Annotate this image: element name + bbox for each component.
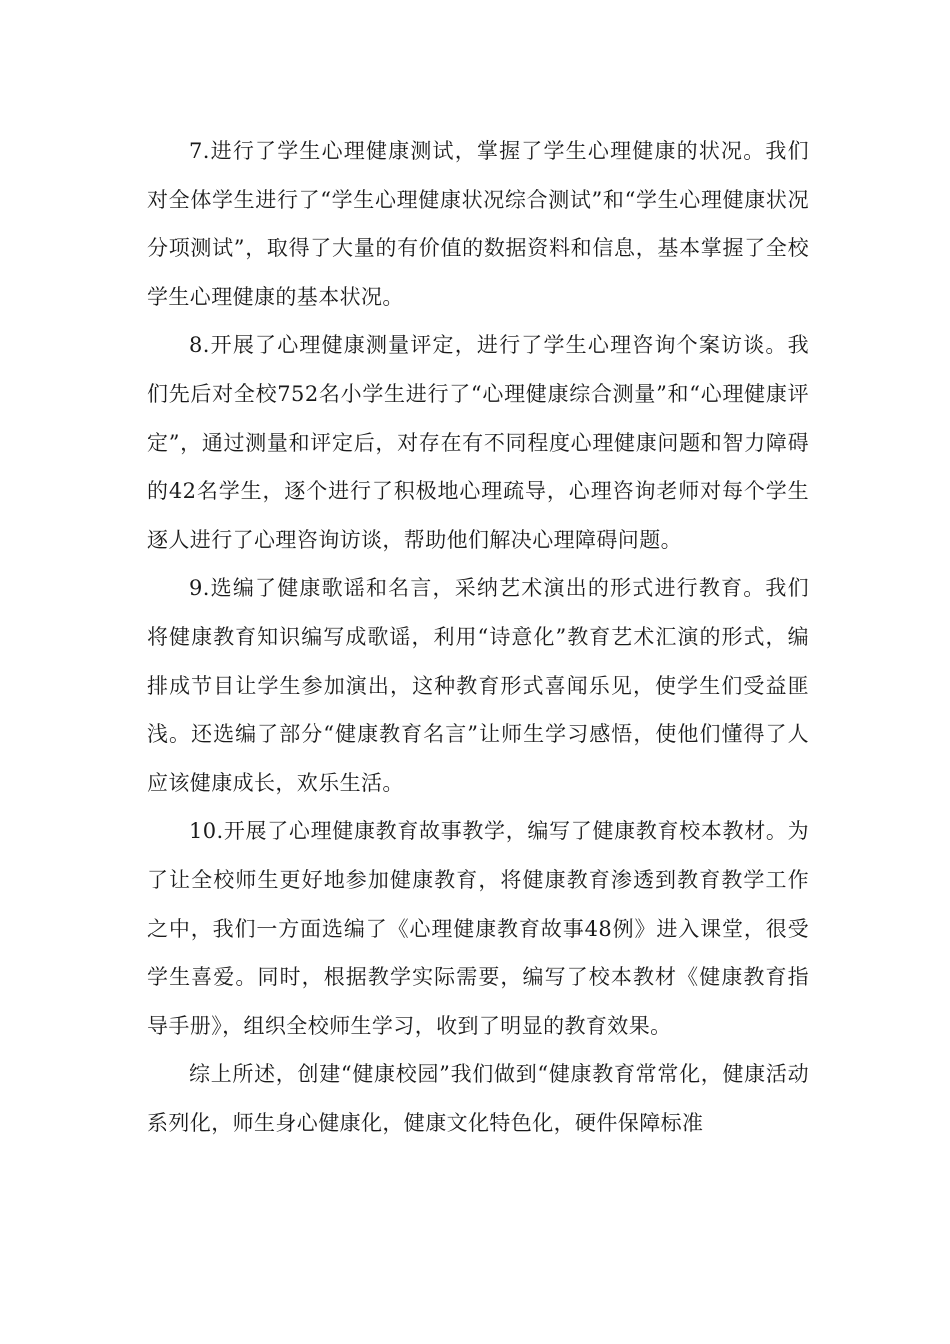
document-body — [147, 127, 809, 1147]
paragraph-8-psych-assessment: 8.开展了心理健康测量评定，进行了学生心理咨询个案访谈。我们先后对全校752名小学生进行了“心理健康综合测量”和“心理健康评定”，通过测量和评定后，对存在有不同程度心理健康问题和智力障碍的42名学生，逐个进行了积极地心理疏导，心理咨询老师对每个学生逐人进行了心理咨询访谈，帮助他们解决心理障碍问题。 — [147, 333, 809, 552]
paragraph-10-story-teaching: 10.开展了心理健康教育故事教学，编写了健康教育校本教材。为了让全校师生更好地参加健康教育，将健康教育渗透到教育教学工作之中，我们一方面选编了《心理健康教育故事48例》进入课堂，很受学生喜爱。同时，根据教学实际需要，编写了校本教材《健康教育指导手册》，组织全校师生学习，收到了明显的教育效果。 — [147, 819, 809, 1038]
paragraph-summary: 综上所述，创建“健康校园”我们做到“健康教育常常化，健康活动系列化，师生身心健康化，健康文化特色化，硬件保障标准 — [147, 1062, 809, 1135]
paragraph-7-psych-testing: 7.进行了学生心理健康测试，掌握了学生心理健康的状况。我们对全体学生进行了“学生心理健康状况综合测试”和“学生心理健康状况分项测试”，取得了大量的有价值的数据资料和信息，基本掌握了全校学生心理健康的基本状况。 — [147, 139, 809, 309]
paragraph-9-songs-and-quotes: 9.选编了健康歌谣和名言，采纳艺术演出的形式进行教育。我们将健康教育知识编写成歌谣，利用“诗意化”教育艺术汇演的形式，编排成节目让学生参加演出，这种教育形式喜闻乐见，使学生们受益匪浅。还选编了部分“健康教育名言”让师生学习感悟，使他们懂得了人应该健康成长，欢乐生活。 — [147, 576, 809, 795]
